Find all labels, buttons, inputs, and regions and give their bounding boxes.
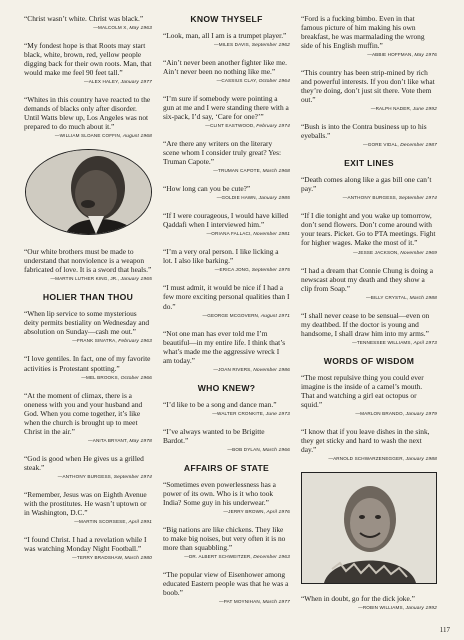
quote-text: “Bush is into the Contra business up to his eyeballs.” (301, 122, 427, 141)
quote-author: DR. ALBERT SCHWEITZER, (188, 553, 252, 559)
quote-attribution: —GOLDIE HAWN, January 1985 (216, 195, 290, 202)
quote-block (24, 95, 152, 139)
quote-date: March 1980 (124, 555, 152, 561)
quote-block (301, 373, 437, 417)
quote-block (163, 329, 290, 373)
quote-author: MILES DAVIS, (218, 42, 251, 48)
quote-author: ARNOLD SCHWARZENEGGER, (333, 455, 405, 461)
quote-author: MALCOLM X, (98, 25, 128, 31)
quote-text: “This country has been strip-mined by rich and powerful interests. If you don’t like what they’re doing, don’t just sit there. Vote them out.” (301, 68, 435, 105)
quote-date: January 1992 (405, 605, 437, 611)
quote-date: June 1973 (265, 411, 290, 417)
quote-text: “When in doubt, go for the dick joke.” (301, 593, 415, 603)
quote-block (301, 68, 437, 112)
robin-williams-photo (301, 472, 437, 584)
quote-attribution: —BILLY CRYSTAL, March 1988 (365, 294, 437, 301)
quote-author: JOAN RIVERS, (218, 366, 252, 372)
quote-date: February 1974 (256, 124, 290, 130)
quote-text: “If I were courageous, I would have killed Qaddafi when I interviewed him.” (163, 211, 289, 230)
quote-text: “I love gentiles. In fact, one of my favorite activities is Protestant spotting.” (24, 354, 151, 373)
quote-text: “How long can you be cute?” (163, 184, 251, 194)
column-left (24, 14, 152, 571)
quote-block (163, 525, 290, 560)
quote-block (301, 175, 437, 201)
quote-author: ANTHONY BURGESS, (347, 195, 398, 201)
quote-text: “Not one man has ever told me I’m beautiful—in my entire life. I think that’s what’s made me the aggressive wreck I am today.” (163, 328, 286, 365)
quote-attribution: —JOAN RIVERS, November 1986 (213, 366, 290, 373)
quote-block (301, 14, 437, 58)
quote-text: “My fondest hope is that Roots may start black, white, brown, red, yellow people digging back for their own roots. Man, that would make me feel 90 feet tall.” (24, 41, 152, 78)
quote-date: January 1977 (120, 80, 152, 86)
quote-attribution: —DR. ALBERT SCHWEITZER, December 1963 (184, 553, 290, 560)
quote-date: May 1978 (129, 438, 152, 444)
quote-attribution: —WALTER CRONKITE, June 1973 (212, 410, 290, 417)
quote-block (24, 535, 152, 561)
section-heading-holier-than-thou: HOLIER THAN THOU (42, 292, 134, 303)
quote-text: “The most repulsive thing you could ever imagine is the inside of a camel’s mouth. That and watching a girl eat octopus or squid.” (301, 372, 424, 409)
quote-text: “Death comes along like a gas bill one can’t pay.” (301, 175, 432, 194)
quote-attribution: —MALCOLM X, May 1963 (93, 25, 152, 32)
quote-author: MARLON BRANDO, (360, 410, 405, 416)
quote-author: ROBIN WILLIAMS, (362, 604, 405, 610)
quote-block (301, 122, 437, 148)
quote-date: January 1979 (405, 411, 437, 417)
quote-text: “Our white brothers must be made to understand that nonviolence is a weapon fabricated of love. It is a sword that heals.” (24, 247, 152, 275)
quote-author: GORE VIDAL, (367, 142, 399, 148)
quote-author: ANTHONY BURGESS, (62, 473, 113, 479)
section-heading-words-of-wisdom: WORDS OF WISDOM (323, 355, 415, 366)
quote-attribution: —MARLON BRANDO, January 1979 (355, 410, 437, 417)
page-number: 117 (439, 626, 450, 634)
quote-author: RALPH NADER, (375, 106, 412, 112)
quote-date: April 1973 (413, 340, 437, 346)
quote-date: October 1964 (258, 79, 290, 85)
quote-text: “Sometimes even powerlessness has a power of its own. Who is it who took India? Some guy in his underwear.” (163, 479, 276, 507)
quote-block (163, 480, 290, 515)
quote-date: January 1988 (405, 456, 437, 462)
quote-attribution: —CLINT EASTWOOD, February 1974 (205, 123, 290, 130)
quote-attribution: —MARTIN LUTHER KING, JR., January 1965 (50, 276, 152, 283)
quote-date: September 1974 (113, 474, 152, 480)
quote-author: TENNESSEE WILLIAMS, (356, 339, 413, 345)
quote-text: “I had a dream that Connie Chung is doing a newscast about my death and they show a clip from Soap.” (301, 265, 433, 293)
quote-author: JESSE JACKSON, (357, 249, 399, 255)
quote-attribution: —ABBIE HOFFMAN, May 1976 (367, 52, 437, 59)
quote-block (24, 41, 152, 85)
quote-text: “Look, man, all I am is a trumpet player.” (163, 31, 287, 40)
quote-author: PAT MOYNIHAN, (223, 599, 262, 605)
quote-date: November 1986 (253, 367, 290, 373)
quote-date: January 1985 (258, 196, 290, 202)
quote-date: March 1988 (409, 295, 437, 301)
quote-attribution: —BOB DYLAN, March 1966 (227, 446, 290, 453)
quote-author: FRANK SINATRA, (77, 338, 117, 344)
quote-author: TRUMAN CAPOTE, (218, 168, 262, 174)
quote-author: TERRY BRADSHAW, (76, 554, 124, 560)
quote-block (163, 427, 290, 453)
quote-date: January 1965 (120, 277, 152, 283)
quote-text: “I shall never cease to be sensual—even on my deathbed. If the doctor is young and handsome, I shall draw him into my arms.” (301, 310, 430, 338)
section-heading-exit-lines: EXIT LINES (344, 158, 394, 169)
quote-block (163, 247, 290, 273)
quote-author: CASSIUS CLAY, (221, 78, 258, 84)
quote-text: “Big nations are like chickens. They like to make big noises, but very often it is no more than squabbling.” (163, 524, 286, 552)
quote-author: GEORGE MCGOVERN, (207, 312, 260, 318)
quote-author: WALTER CRONKITE, (217, 410, 265, 416)
section-heading-affairs-of-state: AFFAIRS OF STATE (183, 462, 270, 473)
quote-attribution: —JESSE JACKSON, November 1969 (353, 249, 437, 256)
quote-attribution: —RALPH NADER, June 1992 (370, 106, 437, 113)
quote-attribution: —GEORGE MCGOVERN, August 1971 (202, 312, 290, 319)
quote-date: December 1987 (400, 143, 437, 149)
quote-attribution: —TENNESSEE WILLIAMS, April 1973 (352, 339, 437, 346)
quote-block (24, 14, 152, 31)
quote-date: April 1991 (128, 519, 152, 525)
quote-attribution: —FRANK SINATRA, February 1963 (72, 338, 152, 345)
quote-block (301, 427, 437, 462)
quote-attribution: —ROBIN WILLIAMS, January 1992 (358, 604, 437, 611)
quote-block (24, 454, 152, 480)
quote-block (163, 58, 290, 84)
martin-luther-king-photo (25, 149, 152, 235)
quote-block (301, 311, 437, 346)
quote-author: WILLIAM SLOANE COFFIN, (59, 133, 122, 139)
quote-author: ORIANA FALLACI, (211, 231, 252, 237)
quote-text: “I found Christ. I had a revelation while I was watching Monday Night Football.” (24, 534, 147, 553)
section-heading-who-knew: WHO KNEW? (197, 382, 256, 393)
quote-text: “God is good when He gives us a grilled steak.” (24, 453, 144, 472)
quote-text: “I’d like to be a song and dance man.” (163, 399, 277, 409)
quote-date: May 1976 (414, 53, 437, 59)
quote-author: MARTIN SCORSESE, (79, 518, 128, 524)
quote-date: April 1976 (266, 509, 290, 515)
quote-author: MARTIN LUTHER KING, JR., (55, 276, 120, 282)
quote-author: ERICA JONG, (219, 267, 251, 273)
quote-block (163, 400, 290, 417)
quote-date: June 1992 (412, 107, 437, 113)
quote-date: November 1969 (400, 250, 437, 256)
quote-text: “I’m sure if somebody were pointing a gun at me and I were standing there with a six-pack, I’d say, ‘Care for one?’” (163, 94, 289, 122)
quote-date: December 1963 (253, 554, 290, 560)
quote-block (163, 570, 290, 605)
quote-attribution: —ERICA JONG, September 1975 (214, 267, 290, 274)
quote-block (24, 490, 152, 525)
quote-date: August 1968 (122, 134, 152, 140)
quote-attribution: —ALEX HALEY, January 1977 (83, 79, 152, 86)
quote-author: GOLDIE HAWN, (221, 195, 258, 201)
quote-text: “Christ wasn’t white. Christ was black.” (24, 14, 144, 23)
quote-attribution: —GORE VIDAL, December 1987 (363, 142, 437, 149)
quote-text: “I’m a very oral person. I like licking a lot. I also like barking.” (163, 247, 279, 266)
quote-text: “The popular view of Eisenhower among educated Eastern people was that he was a boob.” (163, 569, 289, 597)
quote-date: September 1962 (251, 43, 290, 49)
quote-date: March 1968 (262, 169, 290, 175)
quote-author: BOB DYLAN, (232, 446, 262, 452)
quote-block (301, 594, 437, 611)
quote-attribution: —MEL BROOKS, October 1966 (81, 374, 152, 381)
quote-attribution: —TERRY BRADSHAW, March 1980 (72, 554, 152, 561)
quote-date: August 1971 (260, 313, 290, 319)
quote-author: ANITA BRYANT, (92, 437, 128, 443)
quote-attribution: —ANTHONY BURGESS, September 1974 (342, 195, 437, 202)
quote-attribution: —MARTIN SCORSESE, April 1991 (74, 518, 152, 525)
column-right (301, 14, 437, 621)
quote-date: February 1963 (118, 339, 152, 345)
quote-block (301, 266, 437, 301)
quote-date: October 1966 (120, 375, 152, 381)
quote-text: “Are there any writers on the literary scene whom I consider truly great? Yes: Truman Capote.” (163, 139, 282, 167)
quote-block (163, 139, 290, 174)
quote-attribution: —CASSIUS CLAY, October 1964 (216, 78, 290, 85)
quote-attribution: —MILES DAVIS, September 1962 (213, 42, 290, 49)
quote-text: “When lip service to some mysterious deity permits bestiality on Wednesday and absolution on Sunday—cash me out.” (24, 309, 150, 337)
quote-text: “At the moment of climax, there is a oneness with you and your husband and God. When you come together, it’s like when the church is brought up to meet Christ in the air.” (24, 390, 143, 436)
quote-block (163, 184, 290, 201)
quote-block (163, 31, 290, 48)
quote-date: September 1975 (251, 268, 290, 274)
quote-author: CLINT EASTWOOD, (210, 123, 255, 129)
quote-block (163, 283, 290, 318)
quote-block (301, 211, 437, 255)
quote-block (163, 94, 290, 129)
section-heading-know-thyself: KNOW THYSELF (190, 14, 263, 24)
quote-text: “If I die tonight and you wake up tomorrow, don’t send flowers. Don’t come around with your tears. Picket. Go to PTA meetings. Fight for higher wages. Make the most of it.” (301, 211, 436, 248)
quote-block (24, 354, 152, 380)
quote-date: March 1966 (262, 447, 290, 453)
quote-attribution: —ARNOLD SCHWARZENEGGER, January 1988 (328, 455, 437, 462)
column-middle (163, 14, 290, 615)
quote-attribution: —TRUMAN CAPOTE, March 1968 (213, 168, 290, 175)
quote-date: March 1977 (262, 600, 290, 606)
quote-attribution: —ORIANA FALLACI, November 1981 (206, 231, 290, 238)
quote-attribution: —JERRY BROWN, April 1976 (223, 508, 290, 515)
quote-attribution: —WILLIAM SLOANE COFFIN, August 1968 (54, 133, 152, 140)
quote-date: May 1963 (129, 26, 152, 32)
quote-block (24, 391, 152, 444)
quote-block (163, 211, 290, 237)
quote-author: ABBIE HOFFMAN, (371, 52, 413, 58)
quote-text: “I know that if you leave dishes in the sink, they get sticky and hard to wash the next day.” (301, 426, 430, 454)
quote-text: “Ain’t never been another fighter like me. Ain’t never been no nothing like me.” (163, 58, 288, 77)
quote-date: November 1981 (253, 232, 290, 238)
quote-text: “I must admit, it would be nice if I had a few more exciting personal qualities than I do.” (163, 283, 290, 311)
quote-author: JERRY BROWN, (228, 508, 266, 514)
quote-author: MEL BROOKS, (85, 374, 120, 380)
quote-text: “Ford is a fucking bimbo. Even in that famous picture of him making his own breakfast, he was marmalading the wrong side of his English muffin.” (301, 14, 425, 51)
quote-text: “Whites in this country have reacted to the demands of blacks only after disorder. Until Watts blew up, Los Angeles was not prepared to do much about it.” (24, 95, 151, 132)
quote-attribution: —ANTHONY BURGESS, September 1974 (57, 473, 152, 480)
quote-author: ALEX HALEY, (88, 79, 120, 85)
quote-attribution: —PAT MOYNIHAN, March 1977 (219, 599, 290, 606)
quote-date: September 1974 (398, 196, 437, 202)
quote-text: “I’ve always wanted to be Brigitte Bardot.” (163, 426, 265, 445)
quote-text: “Remember, Jesus was on Eighth Avenue with the prostitutes. He wasn’t uptown or in Washington, D.C.” (24, 489, 147, 517)
quote-attribution: —ANITA BRYANT, May 1978 (87, 437, 152, 444)
quote-block (24, 309, 152, 344)
quote-author: BILLY CRYSTAL, (370, 294, 409, 300)
quote-block (24, 247, 152, 282)
